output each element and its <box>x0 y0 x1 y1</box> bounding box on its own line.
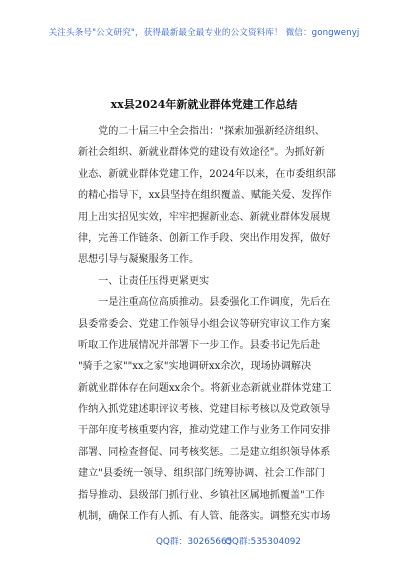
paragraph-line: "骑手之家""xx之家"实地调研xx余次，现场协调解决 <box>78 361 312 373</box>
section-heading: 一、让责任压得更紧更实 <box>78 275 210 287</box>
paragraph-line: 业态、新就业群体党建工作，2024年以来，在市委组织部 <box>78 168 336 180</box>
paragraph-line: 建立"县委统一领导、组织部门统筹协调、社会工作部门 <box>78 468 325 480</box>
paragraph-line: 新社会组织、新就业群体党的建设有效途径"。为抓好新 <box>78 147 325 159</box>
document-title: xx县2024年新就业群体党建工作总结 <box>110 98 298 111</box>
paragraph-line: 新就业群体存在问题xx余个。将新业态新就业群体党建工 <box>78 382 332 394</box>
paragraph-line: 的精心指导下，xx县坚持在组织覆盖、赋能关爱、发挥作 <box>78 190 332 202</box>
paragraph-line: 一是注重高位高质推动。县委强化工作调度，先后在 <box>78 297 331 309</box>
paragraph-line: 机制，确保工作有人抓、有人管、能落实。调整充实市场 <box>78 511 331 523</box>
paragraph-line: 作纳入抓党建述职评议考核、党建目标考核以及党政领导 <box>78 404 331 416</box>
paragraph-line: 思想引导与凝聚服务工作。 <box>78 254 200 266</box>
paragraph-line: 用上出实招见实效，牢牢把握新业态、新就业群体发展规 <box>78 211 331 223</box>
paragraph-line: 听取工作进展情况并部署下一步工作。县委书记先后赴 <box>78 339 321 351</box>
document-body <box>78 121 344 527</box>
paragraph-line: 干部年度考核重要内容，推动党建工作与业务工作同安排 <box>78 425 331 437</box>
paragraph-line: 部署、同检查督促、同考核奖惩。二是建立组织领导体系 <box>78 446 331 458</box>
qq-group-1: QQ群：30265665 <box>156 537 233 547</box>
paragraph-line: 党的二十届三中全会指出："探索加强新经济组织、 <box>78 126 325 137</box>
paragraph-line: 县委常委会、党建工作领导小组会议等研究审议工作方案 <box>78 318 331 330</box>
paragraph-line: 指导推动、县级部门抓行业、乡镇社区属地抓覆盖"工作 <box>78 489 325 501</box>
qq-group-2: QQ群:535304092 <box>225 537 301 547</box>
promo-banner: 关注头条号"公文研究"，获得最新最全最专业的公文资料库！ 微信：gongwenyj <box>48 28 360 38</box>
paragraph-line: 律，完善工作链条、创新工作手段、突出作用发挥，做好 <box>78 232 331 244</box>
